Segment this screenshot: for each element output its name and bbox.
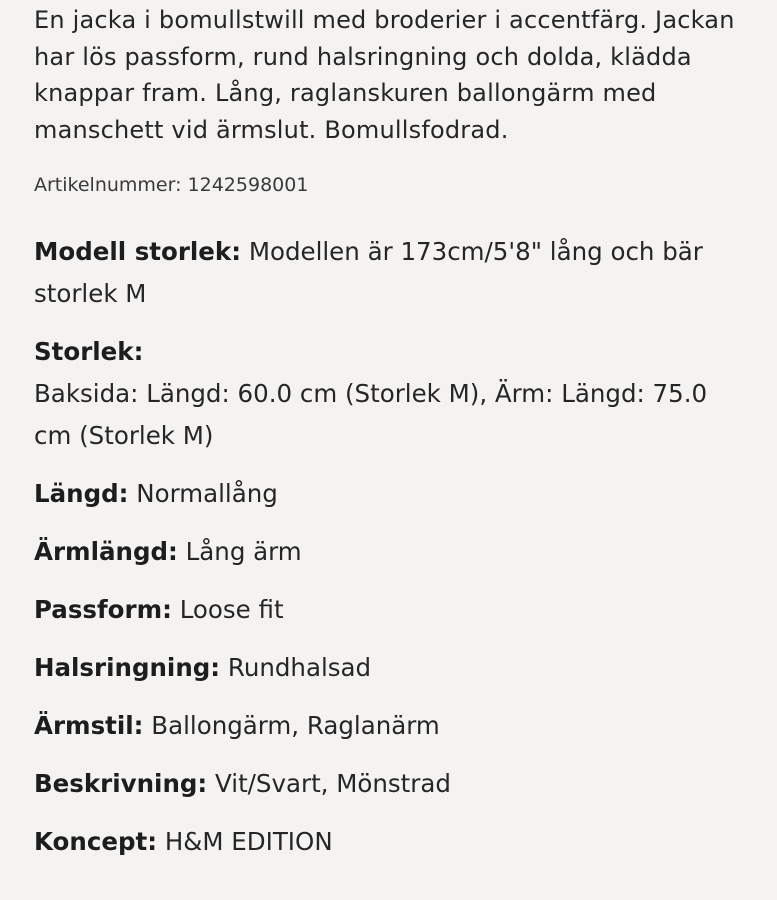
attribute-label: Ärmlängd: — [34, 537, 178, 566]
attribute-size — [34, 331, 747, 457]
attribute-value: Loose fit — [179, 595, 284, 624]
attribute-description — [34, 763, 747, 805]
attribute-neckline — [34, 647, 747, 689]
attribute-value: Vit/Svart, Mönstrad — [215, 769, 451, 798]
attribute-value: Ballongärm, Raglanärm — [151, 711, 440, 740]
attribute-label: Halsringning: — [34, 653, 221, 682]
attribute-label: Längd: — [34, 479, 129, 508]
attribute-label: Ärmstil: — [34, 711, 144, 740]
article-number: Artikelnummer: 1242598001 — [34, 174, 309, 196]
attribute-sleeve-length — [34, 531, 747, 573]
attribute-value: Normallång — [136, 479, 278, 508]
attribute-model-size — [34, 231, 747, 315]
attribute-value: Modellen är 173cm/5'8" lång och bär storlek M — [34, 237, 703, 308]
attribute-value: Baksida: Längd: 60.0 cm (Storlek M), Ärm: Längd: 75.0 cm (Storlek M) — [34, 379, 708, 450]
attribute-sleeve-style — [34, 705, 747, 747]
attribute-length — [34, 473, 747, 515]
attribute-label: Storlek: — [34, 337, 144, 366]
attribute-label: Passform: — [34, 595, 172, 624]
attribute-label: Modell storlek: — [34, 237, 242, 266]
attribute-value: Lång ärm — [185, 537, 302, 566]
attribute-label: Beskrivning: — [34, 769, 208, 798]
attribute-value: H&M EDITION — [164, 827, 333, 856]
attribute-concept — [34, 821, 747, 863]
attribute-fit — [34, 589, 747, 631]
product-attributes — [34, 231, 747, 863]
attribute-label: Koncept: — [34, 827, 158, 856]
attribute-value: Rundhalsad — [227, 653, 372, 682]
product-description: En jacka i bomullstwill med broderier i accentfärg. Jackan har lös passform, rund halsringning och dolda, klädda knappar fram. Lång, raglanskuren ballongärm med manschett vid ärmslut. Bomullsfodrad. — [34, 6, 735, 144]
